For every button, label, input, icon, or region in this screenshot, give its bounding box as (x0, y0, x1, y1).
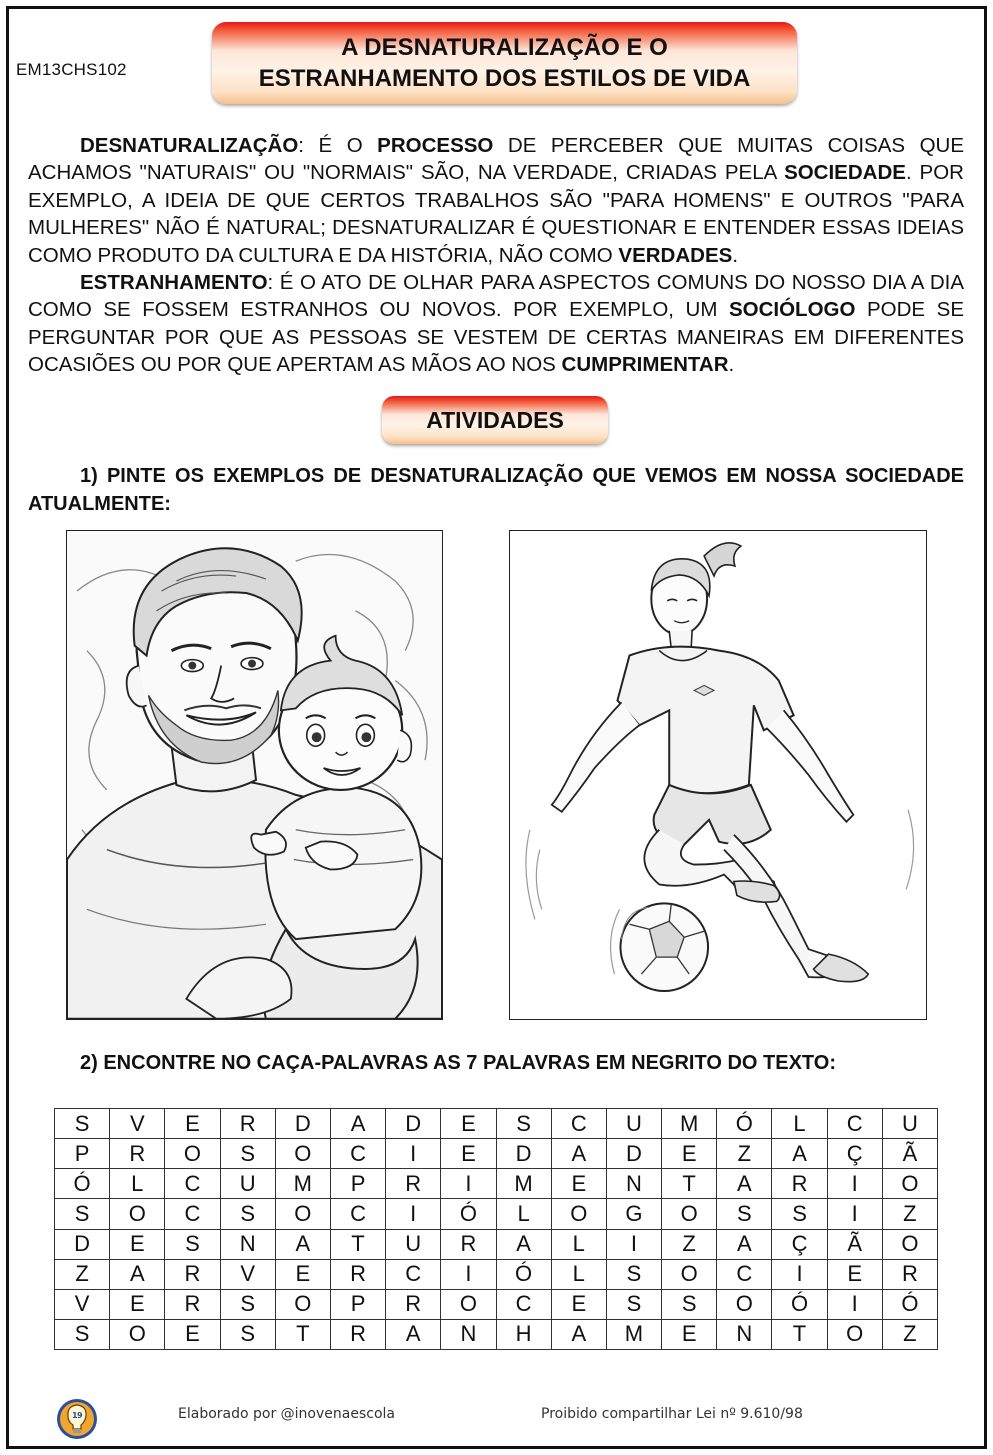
intro-text (28, 132, 964, 379)
word-search-row (55, 1139, 938, 1169)
word-search-cell: A (496, 1229, 551, 1259)
word-search-cell: Ó (717, 1109, 772, 1139)
word-search-cell: R (165, 1289, 220, 1319)
word-search-cell: R (772, 1169, 827, 1199)
word-search-cell: T (330, 1229, 385, 1259)
lightbulb-logo-icon (56, 1398, 98, 1440)
paragraph-desnaturalizacao: DESNATURALIZAÇÃO: É O PROCESSO DE PERCEBER QUE MUITAS COISAS QUE ACHAMOS "NATURAIS" OU "NORMAIS" SÃO, NA VERDADE, CRIADAS PELA SOCIEDADE. POR EXEMPLO, A IDEIA DE QUE CERTOS TRABALHOS SÃO "PARA HOMENS" E OUTROS "PARA MULHERES" NÃO É NATURAL; DESNATURALIZAR É QUESTIONAR E ENTENDER ESSAS IDEIAS COMO PRODUTO DA CULTURA E DA HISTÓRIA, NÃO COMO VERDADES. (28, 134, 965, 267)
soccer-player-drawing (510, 531, 926, 1019)
word-search-cell: R (441, 1229, 496, 1259)
word-search-cell: O (441, 1289, 496, 1319)
word-search-cell: Z (717, 1139, 772, 1169)
word-search-cell: Ó (496, 1259, 551, 1289)
word-search-cell: C (165, 1199, 220, 1229)
keyword: ESTRANHAMENTO (80, 271, 268, 295)
word-search-cell: A (717, 1169, 772, 1199)
word-search-cell: R (882, 1259, 937, 1289)
word-search-cell: O (275, 1199, 330, 1229)
word-search-cell: L (772, 1109, 827, 1139)
word-search-cell: O (827, 1319, 882, 1349)
word-search-cell: Z (55, 1259, 110, 1289)
word-search-cell: E (551, 1169, 606, 1199)
father-child-illustration (66, 530, 443, 1020)
word-search-cell: O (717, 1289, 772, 1319)
word-search-cell: I (606, 1229, 661, 1259)
word-search-cell: S (606, 1289, 661, 1319)
title-line-2: ESTRANHAMENTO DOS ESTILOS DE VIDA (258, 65, 751, 92)
word-search-cell: N (220, 1229, 275, 1259)
word-search-cell: Ã (827, 1229, 882, 1259)
word-search-cell: M (275, 1169, 330, 1199)
word-search-cell: L (110, 1169, 165, 1199)
word-search-cell: T (275, 1319, 330, 1349)
word-search-row (55, 1319, 938, 1349)
word-search-cell: Ç (772, 1229, 827, 1259)
word-search-cell: S (220, 1199, 275, 1229)
word-search-cell: R (330, 1319, 385, 1349)
footer-credit: Elaborado por @inovenaescola (178, 1406, 395, 1422)
word-search-cell: C (330, 1199, 385, 1229)
title-banner (212, 22, 797, 104)
word-search-cell: R (110, 1139, 165, 1169)
word-search-cell: L (551, 1259, 606, 1289)
word-search-cell: O (110, 1319, 165, 1349)
paragraph-estranhamento: ESTRANHAMENTO: É O ATO DE OLHAR PARA ASPECTOS COMUNS DO NOSSO DIA A DIA COMO SE FOSSEM ESTRANHOS OU NOVOS. POR EXEMPLO, UM SOCIÓLOGO PODE SE PERGUNTAR POR QUE AS PESSOAS SE VESTEM DE CERTAS MANEIRAS EM DIFERENTES OCASIÕES OU POR QUE APERTAM AS MÃOS AO NOS CUMPRIMENTAR. (28, 271, 965, 377)
word-search-cell: V (220, 1259, 275, 1289)
word-search-cell: S (606, 1259, 661, 1289)
word-search-cell: A (386, 1319, 441, 1349)
word-search-cell: L (496, 1199, 551, 1229)
word-search-cell: R (165, 1259, 220, 1289)
word-search-cell: E (110, 1289, 165, 1319)
word-search-cell: C (717, 1259, 772, 1289)
curriculum-code: EM13CHS102 (16, 60, 127, 79)
word-search-cell: V (110, 1109, 165, 1139)
word-search-cell: I (827, 1169, 882, 1199)
word-search-cell: O (662, 1199, 717, 1229)
word-search-cell: O (275, 1139, 330, 1169)
word-search-cell: O (662, 1259, 717, 1289)
father-child-drawing (67, 531, 442, 1019)
word-search-cell: Ó (441, 1199, 496, 1229)
word-search-cell: I (827, 1289, 882, 1319)
word-search-cell: O (110, 1199, 165, 1229)
word-search-cell: C (330, 1139, 385, 1169)
word-search-cell: D (496, 1139, 551, 1169)
word-search-cell: S (220, 1289, 275, 1319)
word-search-cell: G (606, 1199, 661, 1229)
word-search-grid (54, 1108, 938, 1350)
word-search-cell: E (441, 1139, 496, 1169)
word-search-cell: R (386, 1169, 441, 1199)
word-search-row (55, 1229, 938, 1259)
word-search-cell: I (386, 1199, 441, 1229)
word-search-cell: A (717, 1229, 772, 1259)
word-search-cell: E (827, 1259, 882, 1289)
word-search-cell: A (330, 1109, 385, 1139)
word-search-cell: I (441, 1169, 496, 1199)
word-search-cell: T (662, 1169, 717, 1199)
word-search-cell: Z (662, 1229, 717, 1259)
word-search-cell: E (441, 1109, 496, 1139)
word-search-cell: D (386, 1109, 441, 1139)
word-search-cell: N (717, 1319, 772, 1349)
question-1: 1) PINTE OS EXEMPLOS DE DESNATURALIZAÇÃO QUE VEMOS EM NOSSA SOCIEDADE ATUALMENTE: (28, 465, 964, 515)
word-search-cell: Z (882, 1319, 937, 1349)
word-search-row (55, 1169, 938, 1199)
activities-title: ATIVIDADES (426, 406, 564, 433)
word-search-cell: U (386, 1229, 441, 1259)
word-search-cell: C (386, 1259, 441, 1289)
word-search-cell: S (772, 1199, 827, 1229)
word-search-cell: A (110, 1259, 165, 1289)
word-search-cell: R (330, 1259, 385, 1289)
word-search-cell: S (165, 1229, 220, 1259)
word-search-cell: S (220, 1319, 275, 1349)
word-search-cell: R (220, 1109, 275, 1139)
word-search-cell: E (165, 1319, 220, 1349)
word-search-cell: A (772, 1139, 827, 1169)
word-search-cell: A (551, 1139, 606, 1169)
word-search-cell: S (55, 1109, 110, 1139)
word-search-cell: E (551, 1289, 606, 1319)
word-search-cell: E (165, 1109, 220, 1139)
word-search-cell: S (717, 1199, 772, 1229)
word-search-cell: U (220, 1169, 275, 1199)
word-search-cell: N (441, 1319, 496, 1349)
word-search-cell: Z (882, 1199, 937, 1229)
word-search-cell: Ó (55, 1169, 110, 1199)
word-search-cell: D (275, 1109, 330, 1139)
word-search-cell: M (496, 1169, 551, 1199)
word-search-cell: C (496, 1289, 551, 1319)
keyword: VERDADES (618, 243, 733, 267)
word-search-cell: I (441, 1259, 496, 1289)
word-search-cell: O (275, 1289, 330, 1319)
question-2: 2) ENCONTRE NO CAÇA-PALAVRAS AS 7 PALAVRAS EM NEGRITO DO TEXTO: (80, 1052, 836, 1074)
word-search-cell: Ó (772, 1289, 827, 1319)
keyword: SOCIÓLOGO (728, 298, 856, 322)
word-search-cell: H (496, 1319, 551, 1349)
word-search-cell: D (55, 1229, 110, 1259)
keyword: CUMPRIMENTAR (561, 353, 729, 377)
footer-legal: Proibido compartilhar Lei nº 9.610/98 (541, 1406, 803, 1422)
keyword: DESNATURALIZAÇÃO (80, 134, 299, 157)
word-search-cell: C (165, 1169, 220, 1199)
keyword: PROCESSO (377, 134, 494, 157)
word-search-cell: C (827, 1109, 882, 1139)
word-search-row (55, 1259, 938, 1289)
word-search-cell: U (606, 1109, 661, 1139)
word-search-cell: P (330, 1169, 385, 1199)
title-line-1: A DESNATURALIZAÇÃO E O (341, 34, 668, 61)
word-search-cell: A (551, 1319, 606, 1349)
word-search-cell: R (386, 1289, 441, 1319)
word-search-cell: D (606, 1139, 661, 1169)
word-search-cell: L (551, 1229, 606, 1259)
word-search-cell: I (772, 1259, 827, 1289)
word-search-cell: O (551, 1199, 606, 1229)
word-search-cell: S (55, 1199, 110, 1229)
word-search-cell: O (882, 1169, 937, 1199)
word-search-cell: M (606, 1319, 661, 1349)
word-search-cell: P (55, 1139, 110, 1169)
word-search-cell: A (275, 1229, 330, 1259)
word-search-cell: V (55, 1289, 110, 1319)
word-search-row (55, 1199, 938, 1229)
word-search-row (55, 1289, 938, 1319)
word-search-cell: P (330, 1289, 385, 1319)
word-search-cell: E (275, 1259, 330, 1289)
word-search-cell: M (662, 1109, 717, 1139)
word-search-cell: U (882, 1109, 937, 1139)
word-search-cell: T (772, 1319, 827, 1349)
word-search-cell: S (220, 1139, 275, 1169)
word-search-cell: S (662, 1289, 717, 1319)
word-search-cell: O (882, 1229, 937, 1259)
word-search-cell: C (551, 1109, 606, 1139)
word-search-cell: E (110, 1229, 165, 1259)
word-search-cell: O (165, 1139, 220, 1169)
activities-banner (382, 396, 608, 444)
word-search-cell: S (496, 1109, 551, 1139)
soccer-player-illustration (509, 530, 927, 1020)
keyword: SOCIEDADE (784, 161, 906, 185)
word-search-cell: I (386, 1139, 441, 1169)
svg-text:9: 9 (77, 1411, 83, 1420)
word-search-cell: Ç (827, 1139, 882, 1169)
svg-text:1: 1 (72, 1411, 78, 1420)
word-search-row (55, 1109, 938, 1139)
word-search-cell: E (662, 1139, 717, 1169)
word-search-cell: I (827, 1199, 882, 1229)
word-search-cell: E (662, 1319, 717, 1349)
word-search-cell: S (55, 1319, 110, 1349)
word-search-cell: N (606, 1169, 661, 1199)
word-search-cell: Ó (882, 1289, 937, 1319)
word-search-cell: Ã (882, 1139, 937, 1169)
